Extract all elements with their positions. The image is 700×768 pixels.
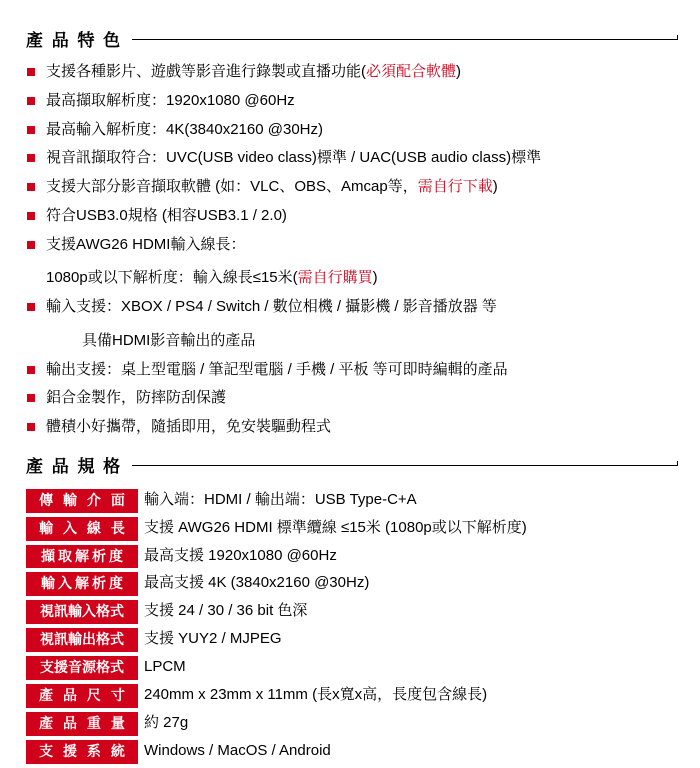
feature-item: [26, 296, 678, 318]
specs-table: [26, 487, 678, 766]
body-text: ): [456, 63, 462, 80]
spec-label-cell: [26, 598, 144, 626]
spec-value: 約 27g: [144, 713, 189, 731]
spec-value: 最高支援 4K (3840x2160 @30Hz): [144, 574, 370, 592]
spec-label-cell: [26, 626, 144, 654]
spec-row: [26, 738, 678, 766]
body-text: ): [372, 269, 378, 287]
body-text: 最高擷取解析度：1920x1080 @60Hz: [46, 91, 295, 109]
body-text: 輸出支援：桌上型電腦 / 筆記型電腦 / 手機 / 平板 等可即時編輯的產品: [46, 360, 508, 378]
highlight-text: 必須配合軟體: [366, 63, 457, 80]
feature-item: [26, 416, 678, 438]
body-text: 支援AWG26 HDMI輸入線長：: [46, 235, 246, 253]
bullet-square-icon: [27, 394, 35, 402]
spec-label: 輸 入 線 長: [26, 517, 138, 541]
spec-label-cell: [26, 543, 144, 571]
specs-section-header: [26, 452, 678, 477]
spec-row: [26, 710, 678, 738]
body-text: ): [492, 178, 498, 195]
body-text: 支援各種影片、遊戲等影音進行錄製或直播功能(: [46, 63, 366, 80]
spec-label: 擷取解析度: [26, 545, 138, 569]
feature-item: [26, 234, 678, 256]
body-text: 視音訊擷取符合：UVC(USB video class)標準 / UAC(USB audio class)標準: [46, 149, 542, 167]
feature-item: [26, 90, 678, 112]
spec-label: 傳 輸 介 面: [26, 489, 138, 513]
body-text: 支援大部分影音擷取軟體 (如：VLC、OBS、Amcap等，: [46, 178, 418, 195]
spec-value: 240mm x 23mm x 11mm (長x寬x高，長度包含線長): [144, 685, 488, 703]
header-rule: [132, 465, 678, 466]
bullet-square-icon: [27, 68, 35, 76]
bullet-square-icon: [27, 303, 35, 311]
spec-row: [26, 515, 678, 543]
bullet-square-icon: [27, 154, 35, 162]
spec-row: [26, 570, 678, 598]
highlight-text: 需自行購買: [297, 269, 373, 287]
body-text: 最高輸入解析度：4K(3840x2160 @30Hz): [46, 120, 323, 138]
features-list: [26, 61, 678, 255]
spec-value: 最高支援 1920x1080 @60Hz: [144, 546, 337, 564]
feature-item: [26, 176, 678, 198]
bullet-square-icon: [27, 97, 35, 105]
body-text: 體積小好攜帶，隨插即用，免安裝驅動程式: [46, 418, 332, 435]
feature-subline: [26, 330, 678, 352]
spec-label: 支 援 系 統: [26, 740, 138, 764]
features-sublines-1: [26, 267, 678, 289]
spec-value: 支援 YUY2 / MJPEG: [144, 630, 282, 648]
spec-label-cell: [26, 487, 144, 515]
spec-row: [26, 543, 678, 571]
spec-value: Windows / MacOS / Android: [144, 741, 331, 759]
spec-row: [26, 487, 678, 515]
feature-item: [26, 359, 678, 381]
body-text: 鋁合金製作，防摔防刮保護: [46, 389, 227, 407]
body-text: 1080p或以下解析度：輸入線長≤15米(: [46, 269, 298, 287]
spec-value: LPCM: [144, 658, 186, 676]
header-rule: [132, 39, 678, 40]
spec-value: 輸入端：HDMI / 輸出端：USB Type-C+A: [144, 490, 417, 508]
feature-item: [26, 61, 678, 83]
spec-row: [26, 598, 678, 626]
feature-item: [26, 119, 678, 141]
spec-label: 視訊輸出格式: [26, 628, 138, 652]
body-text: 具備HDMI影音輸出的產品: [82, 331, 256, 349]
spec-label-cell: [26, 570, 144, 598]
body-text: 輸入支援：XBOX / PS4 / Switch / 數位相機 / 攝影機 / 影音播放器 等: [46, 298, 497, 315]
bullet-square-icon: [27, 126, 35, 134]
features-section-header: [26, 26, 678, 51]
spec-row: [26, 654, 678, 682]
bullet-square-icon: [27, 423, 35, 431]
features-list-2: [26, 296, 678, 318]
bullet-square-icon: [27, 366, 35, 374]
spec-label: 視訊輸入格式: [26, 600, 138, 624]
spec-label-cell: [26, 738, 144, 766]
specs-section-title: 產 品 規 格: [26, 456, 123, 476]
spec-label-cell: [26, 515, 144, 543]
bullet-square-icon: [27, 241, 35, 249]
spec-label-cell: [26, 654, 144, 682]
spec-label-cell: [26, 710, 144, 738]
bullet-square-icon: [27, 212, 35, 220]
spec-row: [26, 626, 678, 654]
spec-label: 產 品 尺 寸: [26, 684, 138, 708]
features-section-title: 產 品 特 色: [26, 31, 123, 50]
bullet-square-icon: [27, 183, 35, 191]
spec-label-cell: [26, 682, 144, 710]
features-list-3: [26, 359, 678, 438]
spec-label: 產 品 重 量: [26, 712, 138, 736]
spec-label: 支援音源格式: [26, 656, 138, 680]
feature-subline: [26, 267, 678, 289]
body-text: 符合USB3.0規格 (相容USB3.1 / 2.0): [46, 206, 287, 224]
feature-item: [26, 205, 678, 227]
highlight-text: 需自行下載: [417, 178, 493, 195]
feature-item: [26, 147, 678, 169]
spec-label: 輸入解析度: [26, 572, 138, 596]
spec-row: [26, 682, 678, 710]
features-sublines-2: [26, 330, 678, 352]
spec-value: 支援 24 / 30 / 36 bit 色深: [144, 602, 308, 620]
spec-value: 支援 AWG26 HDMI 標準纜線 ≤15米 (1080p或以下解析度): [144, 518, 527, 536]
feature-item: [26, 387, 678, 409]
